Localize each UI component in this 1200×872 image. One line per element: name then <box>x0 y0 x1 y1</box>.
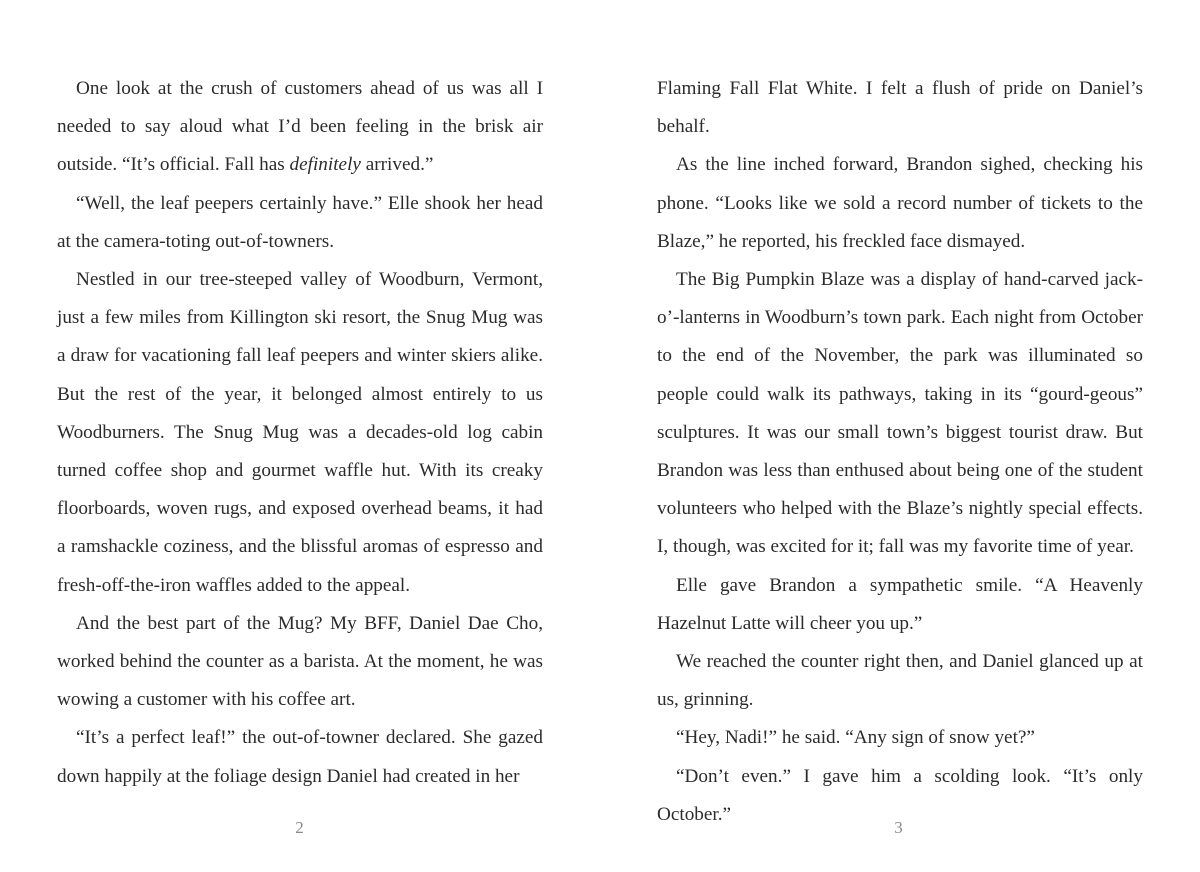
paragraph: Elle gave Brandon a sympathetic smile. “A Heavenly Hazelnut Latte will cheer you up.” <box>657 574 1143 634</box>
right-page <box>657 70 1143 834</box>
paragraph-text: arrived.” <box>360 154 434 176</box>
paragraph: We reached the counter right then, and Daniel glanced up at us, grinning. <box>657 651 1143 711</box>
paragraph: “Hey, Nadi!” he said. “Any sign of snow yet?” <box>676 727 1035 749</box>
left-page <box>57 70 543 796</box>
paragraph-text: One look at the crush of customers ahead of us was all I needed to say aloud what I’d been feeling in the brisk air outside. “It’s official. Fall has <box>57 78 543 176</box>
page-number-left: 2 <box>295 818 305 837</box>
paragraph: The Big Pumpkin Blaze was a display of hand-carved jack-o’-lanterns in Woodburn’s town park. Each night from October to the end of the November, the park was illuminated so people could walk its pathways, taking in its “gourd-geous” sculptures. It was our small town’s biggest tourist draw. But Brandon was less than enthused about being one of the student volunteers who helped with the Blaze’s nightly special effects. I, though, was excited for it; fall was my favorite time of year. <box>657 269 1143 558</box>
paragraph: “Don’t even.” I gave him a scolding look. “It’s only October.” <box>657 765 1143 825</box>
paragraph: “It’s a perfect leaf!” the out-of-towner declared. She gazed down happily at the foliage design Daniel had created in her <box>57 727 543 787</box>
paragraph: Nestled in our tree-steeped valley of Woodburn, Vermont, just a few miles from Killington ski resort, the Snug Mug was a draw for vacationing fall leaf peepers and winter skiers alike. But the rest of the year, it belonged almost entirely to us Woodburners. The Snug Mug was a decades-old log cabin turned coffee shop and gourmet waffle hut. With its creaky floorboards, woven rugs, and exposed overhead beams, it had a ramshackle coziness, and the blissful aromas of espresso and fresh-off-the-iron waffles added to the appeal. <box>57 269 543 596</box>
emphasis-text: definitely <box>289 154 361 176</box>
paragraph: As the line inched forward, Brandon sighed, checking his phone. “Looks like we sold a record number of tickets to the Blaze,” he reported, his freckled face dismayed. <box>657 154 1143 252</box>
page-number-right: 3 <box>894 818 904 837</box>
paragraph: “Well, the leaf peepers certainly have.” Elle shook her head at the camera-toting out-of-towners. <box>57 192 543 252</box>
paragraph <box>57 70 543 185</box>
paragraph-continuation: Flaming Fall Flat White. I felt a flush of pride on Daniel’s behalf. <box>657 78 1143 138</box>
paragraph: And the best part of the Mug? My BFF, Daniel Dae Cho, worked behind the counter as a barista. At the moment, he was wowing a customer with his coffee art. <box>57 612 543 711</box>
